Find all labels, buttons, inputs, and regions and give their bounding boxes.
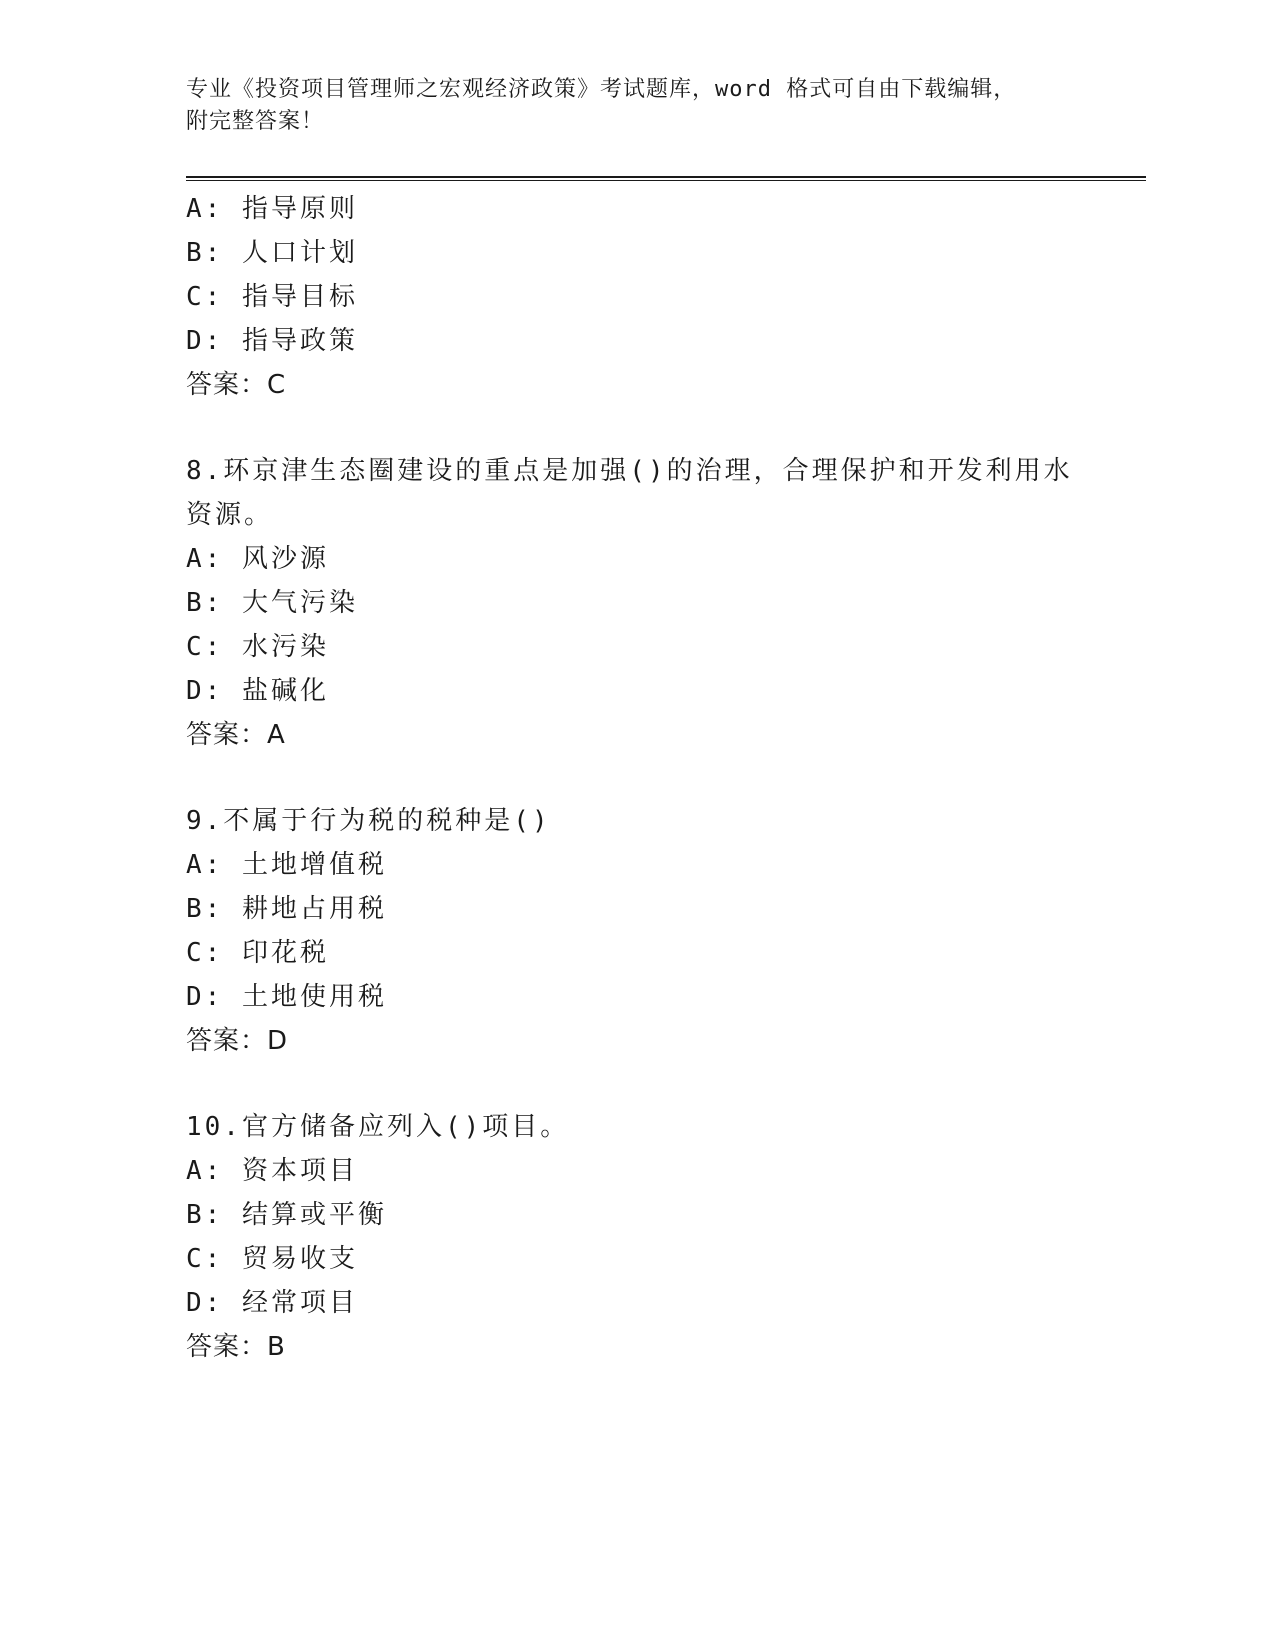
option-d: D: 经常项目 [186,1288,358,1318]
option-a: A: 风沙源 [186,544,329,574]
option-c: C: 水污染 [186,632,329,662]
header-line-2: 附完整答案！ [186,109,325,134]
question-stem-line-1: 8.环京津生态圈建设的重点是加强()的治理，合理保护和开发利用水 [186,456,1073,486]
answer-line: 答案：A [186,720,286,750]
option-b: B: 结算或平衡 [186,1200,387,1230]
option-d: D: 盐碱化 [186,676,329,706]
option-d: D: 指导政策 [186,326,358,356]
option-a: A: 指导原则 [186,194,358,224]
option-a: A: 土地增值税 [186,850,387,880]
option-b: B: 大气污染 [186,588,358,618]
option-b: B: 耕地占用税 [186,894,387,924]
option-a: A: 资本项目 [186,1156,358,1186]
option-c: C: 印花税 [186,938,329,968]
question-stem-line-1: 9.不属于行为税的税种是() [186,806,551,836]
header-divider [186,176,1146,181]
answer-line: 答案：D [186,1026,289,1056]
header-line-1: 专业《投资项目管理师之宏观经济政策》考试题库，word 格式可自由下载编辑， [186,77,1017,102]
answer-line: 答案：B [186,1332,286,1362]
option-b: B: 人口计划 [186,238,358,268]
option-d: D: 土地使用税 [186,982,387,1012]
question-stem-line-1: 10.官方储备应列入()项目。 [186,1112,570,1142]
answer-line: 答案：C [186,370,287,400]
header-text [186,74,1086,138]
option-c: C: 贸易收支 [186,1244,358,1274]
option-c: C: 指导目标 [186,282,358,312]
question-stem-line-2: 资源。 [186,500,274,530]
